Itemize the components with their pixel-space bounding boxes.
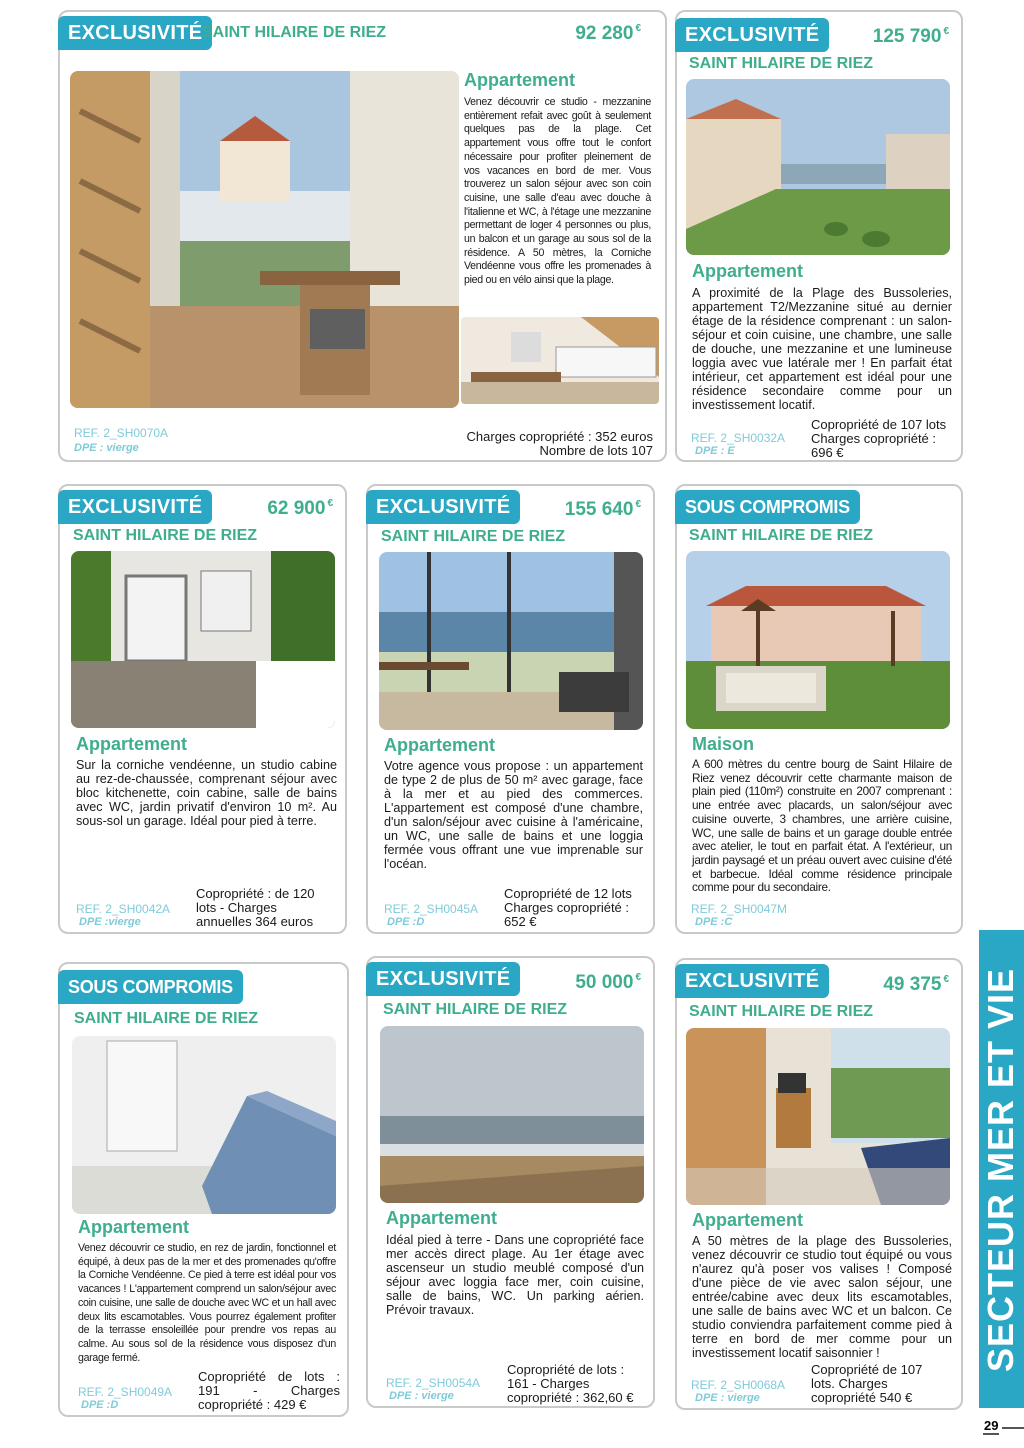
- listing-card: [675, 484, 963, 934]
- page-rule: [1002, 1427, 1024, 1429]
- property-photo: [686, 551, 950, 729]
- charges: Copropriété de 107 lots. Charges copropriété 540 €: [811, 1362, 923, 1405]
- price: 50 000 €: [575, 972, 641, 993]
- property-type: Appartement: [384, 735, 496, 755]
- sous-compromis-badge: SOUS COMPROMIS: [675, 490, 860, 524]
- reference: REF. 2_SH0054A: [386, 1376, 481, 1390]
- property-photo: [71, 551, 335, 728]
- price: 155 640 €: [564, 499, 641, 520]
- page-number: 29: [984, 1418, 999, 1433]
- property-type: Appartement: [78, 1217, 190, 1237]
- dpe-rating: DPE :C: [695, 916, 733, 928]
- location-label: SAINT HILAIRE DE RIEZ: [74, 1010, 259, 1027]
- listing-card: [675, 10, 963, 462]
- property-description: Sur la corniche vendéenne, un studio cabine au rez-de-chaussée, comprenant séjour avec bloc kitchenette, coin cabine, salle de bains avec WC, jardin privatif d'environ 10 m². Au sous-sol un garage. Idéal pour pied à terre.: [76, 758, 337, 828]
- charges: Copropriété de 107 lots Charges copropriété : 696 €: [811, 417, 947, 460]
- listing-card: [366, 484, 655, 934]
- sous-compromis-badge: SOUS COMPROMIS: [58, 970, 243, 1004]
- dpe-rating: DPE :D: [81, 1399, 119, 1411]
- reference: REF. 2_SH0032A: [691, 431, 786, 445]
- listing-card: [58, 484, 347, 934]
- price: 125 790 €: [872, 26, 949, 47]
- location-label: SAINT HILAIRE DE RIEZ: [689, 527, 874, 544]
- property-description: Venez découvrir ce studio, en rez de jardin, fonctionnel et équipé, à deux pas de la mer et des promenades qu'offre la Corniche Vendéenne. Ce pied à terre est idéal pour vos vacances ! L'appartement comprend un salon/séjour avec coin cuisine, une salle de douche avec WC et un hall avec deux lits escamotables. Vous pourrez également profiter de la terrasse ensoleillée pour prendre vos repas au calme. Au sous sol de la résidence vous disposez d'un garage fermé.: [78, 1242, 336, 1364]
- reference: REF. 2_SH0045A: [384, 902, 479, 916]
- property-description: A 50 mètres de la plage des Bussoleries, venez découvrir ce studio tout équipé ou vous n'aurez qu'à poser vos valises ! Composé d'une pièce de vie avec salon séjour, une entrée/cabine avec deux lits escamotables, une salle de bains avec WC et un balcon. Ce studio conviendra parfaitement comme pied à terre en bord de mer comme pour un investissement locatif saisonnier !: [692, 1234, 952, 1360]
- property-photo: [72, 1036, 336, 1214]
- property-type: Appartement: [464, 70, 576, 90]
- reference: REF. 2_SH0047M: [691, 902, 788, 916]
- property-description: Votre agence vous propose : un appartement de type 2 de plus de 50 m² avec garage, face à la mer et au pied des commerces. L'appartement est composé d'une chambre, d'un salon/séjour avec cuisine à l'américaine, un WC, une salle de bains et une loggia fermée vous offrant une vue imprenable sur l'océan.: [384, 759, 643, 871]
- exclusivite-badge: EXCLUSIVITÉ: [366, 490, 520, 524]
- reference: REF. 2_SH0049A: [78, 1385, 173, 1399]
- reference: REF. 2_SH0042A: [76, 902, 171, 916]
- property-photo: [379, 552, 643, 730]
- price: 92 280 €: [575, 23, 641, 44]
- section-title: SECTEUR MER ET VIE: [980, 967, 1021, 1373]
- dpe-rating: DPE : vierge: [74, 442, 139, 454]
- exclusivite-badge: EXCLUSIVITÉ: [675, 964, 829, 998]
- exclusivite-badge: EXCLUSIVITÉ: [366, 962, 520, 996]
- property-type: Appartement: [386, 1208, 498, 1228]
- property-type: Appartement: [76, 734, 188, 754]
- listing-card: [58, 962, 349, 1417]
- exclusivite-badge: EXCLUSIVITÉ: [58, 490, 212, 524]
- reference: REF. 2_SH0070A: [74, 426, 169, 440]
- property-description: A proximité de la Plage des Bussoleries, appartement T2/Mezzanine situé au dernier étage de la résidence comprenant : un salon-séjour et coin cuisine, une chambre, une salle de douche, une mezzanine et une lumineuse loggia avec vue latérale mer ! En parfait état intérieur, cet appartement est idéal pour une résidence secondaire comme pour un investissement locatif.: [692, 286, 952, 412]
- charges: Charges copropriété : 352 euros Nombre de lots 107: [466, 429, 653, 458]
- property-photo: [686, 1028, 950, 1205]
- location-label: SAINT HILAIRE DE RIEZ: [202, 24, 387, 41]
- location-label: SAINT HILAIRE DE RIEZ: [383, 1001, 568, 1018]
- listing-card: [366, 956, 655, 1408]
- listing-card: [58, 10, 667, 462]
- location-label: SAINT HILAIRE DE RIEZ: [689, 55, 874, 72]
- location-label: SAINT HILAIRE DE RIEZ: [689, 1003, 874, 1020]
- dpe-rating: DPE : vierge: [389, 1390, 454, 1402]
- location-label: SAINT HILAIRE DE RIEZ: [73, 527, 258, 544]
- charges: Copropriété de lots : 161 - Charges copropriété : 362,60 €: [507, 1362, 634, 1405]
- location-label: SAINT HILAIRE DE RIEZ: [381, 528, 566, 545]
- property-photo: [380, 1026, 644, 1203]
- dpe-rating: DPE :D: [387, 916, 425, 928]
- property-description: Venez découvrir ce studio - mezzanine entièrement refait avec goût à seulement quelques pas de la plage. Cet appartement vous offre tout le confort nécessaire pour profiter pleinement de vos vacances en bord de mer. Vous trouverez un salon séjour avec son coin cuisine, une salle d'eau avec douche à l'italienne et WC, à l'étage une mezzanine permettant de loger 4 personnes ou plus, un balcon et un garage au sous sol de la résidence. A 50 mètres, la Corniche Vendéenne vous offre les promenades à pied ou en vélo ainsi que la plage.: [464, 96, 651, 287]
- listing-card: [675, 958, 963, 1410]
- property-type: Maison: [692, 734, 755, 754]
- property-type: Appartement: [692, 261, 804, 281]
- dpe-rating: DPE :vierge: [79, 916, 141, 928]
- reference: REF. 2_SH0068A: [691, 1378, 786, 1392]
- exclusivite-badge: EXCLUSIVITÉ: [58, 16, 212, 50]
- charges: Copropriété de lots : 191 - Charges copropriété : 429 €: [198, 1369, 340, 1412]
- property-description: A 600 mètres du centre bourg de Saint Hilaire de Riez venez découvrir cette charmante maison de plain pied (110m²) construite en 2007 comprenant : une entrée avec placards, un salon/séjour avec cuisine ouverte, 3 chambres, une arrière cuisine, WC, une salle de bains et un garage double entrée avec atelier, le tout en parfait état. A l'extérieur, un jardin paysagé et un préau ouvert avec cuisine d'été et barbecue. Idéal comme résidence principale comme pour du secondaire.: [692, 757, 952, 895]
- charges: Copropriété de 12 lots Charges copropriété : 652 €: [504, 886, 632, 929]
- charges: Copropriété : de 120 lots - Charges annuelles 364 euros: [196, 886, 315, 929]
- price: 49 375 €: [883, 974, 949, 995]
- property-photo: [686, 79, 950, 255]
- property-photo-small: [461, 317, 659, 404]
- dpe-rating: DPE : E: [695, 445, 735, 457]
- property-description: Idéal pied à terre - Dans une copropriété face mer accès direct plage. Au 1er étage avec ascenseur un studio meublé composé d'un séjour avec loggia face mer, coin cuisine, salle de bains, WC. Un parking aérien. Prévoir travaux.: [386, 1233, 644, 1317]
- dpe-rating: DPE : vierge: [695, 1392, 760, 1404]
- price: 62 900 €: [267, 498, 333, 519]
- property-photo: [70, 71, 459, 408]
- property-type: Appartement: [692, 1210, 804, 1230]
- exclusivite-badge: EXCLUSIVITÉ: [675, 18, 829, 52]
